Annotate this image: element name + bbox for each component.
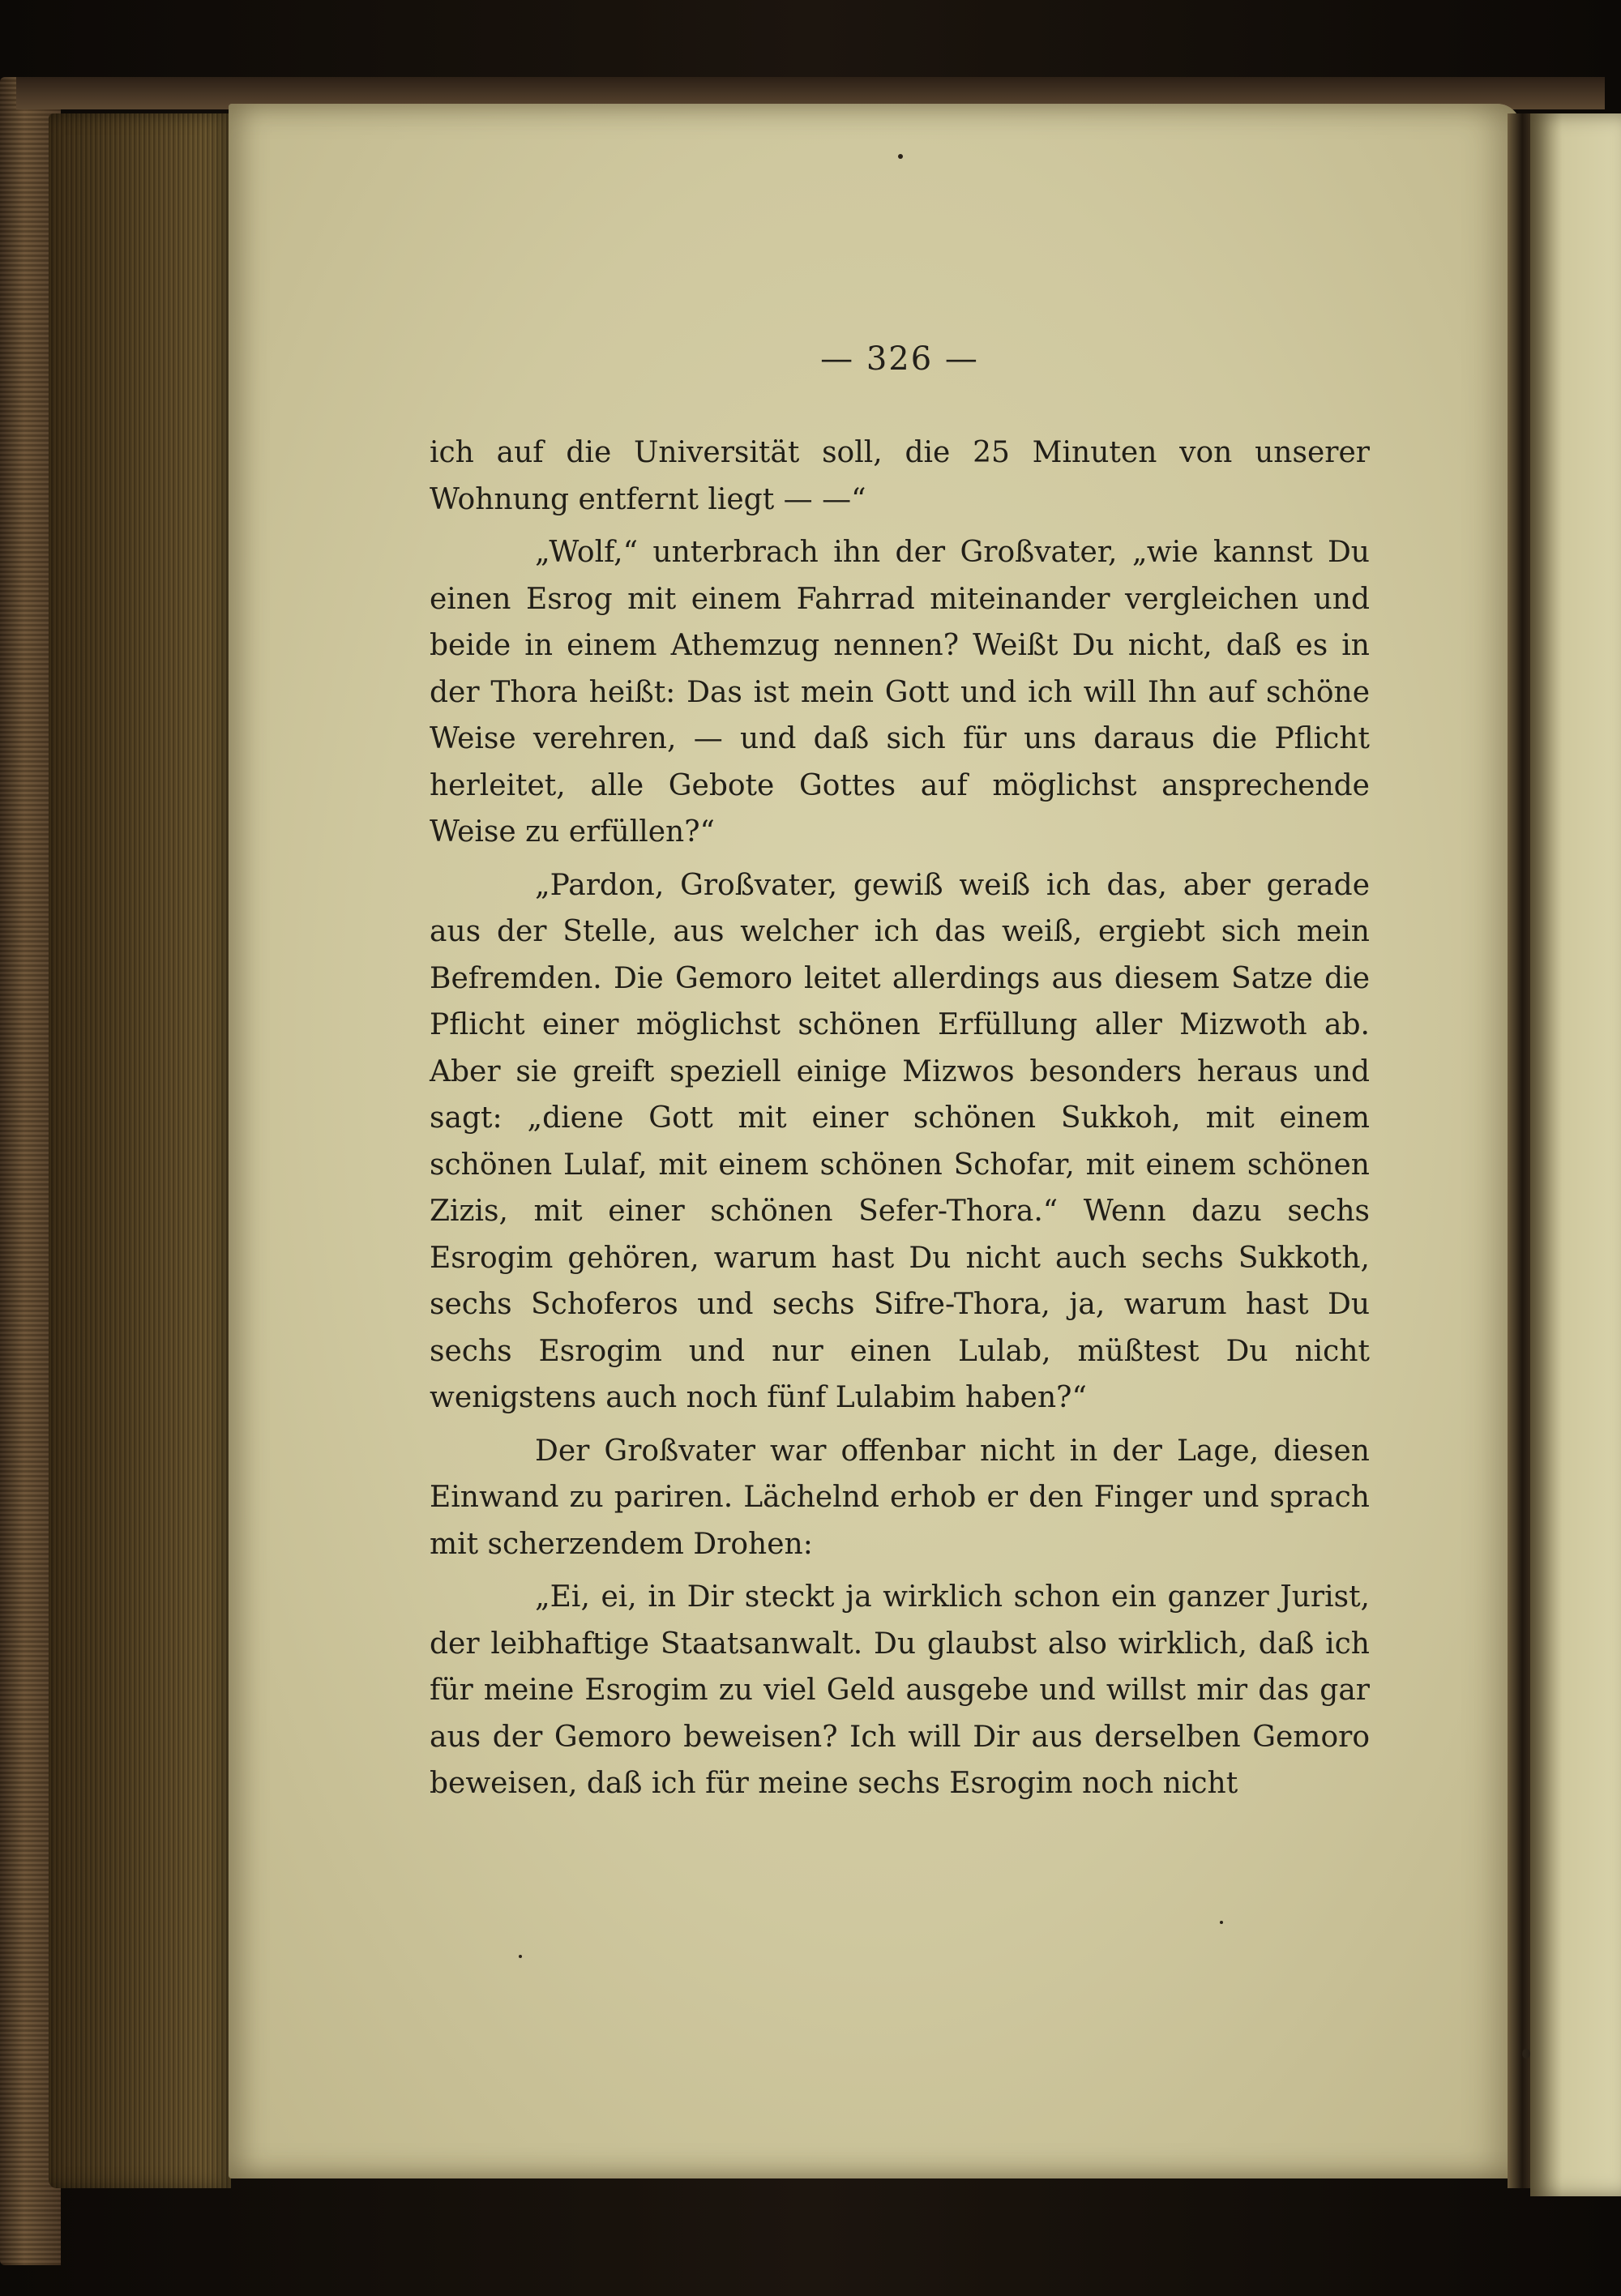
page-number: — 326 — (820, 340, 979, 378)
paper-speck (898, 154, 903, 159)
paper-speck (1522, 2049, 1530, 2059)
paper-speck (1220, 1921, 1223, 1924)
book-page-right-edge (1530, 113, 1621, 2196)
paragraph-4: Der Großvater war offenbar nicht in der Lage, diesen Einwand zu pariren. Lächelnd erhob er den Finger und sprach mit scherzendem Drohen: (430, 1434, 1370, 1561)
page-body (430, 430, 1370, 1814)
paragraph-1: ich auf die Universität soll, die 25 Minuten von unserer Wohnung entfernt liegt — —“ (430, 436, 1370, 516)
page-block-edges (49, 113, 231, 2188)
paragraph-3: „Pardon, Großvater, gewiß weiß ich das, aber gerade aus der Stelle, aus welcher ich das weiß, ergiebt sich mein Befremden. Die Gemoro leitet allerdings aus diesem Satze die Pflicht einer möglichst schönen Erfüllung aller Mizwoth ab. Aber sie greift speziell einige Mizwos besonders heraus und sagt: „diene Gott mit einer schönen Sukkoh, mit einem schönen Lulaf, mit einem schönen Schofar, mit einem schönen Zizis, mit einer schönen Sefer-Thora.“ Wenn dazu sechs Esrogim gehören, warum hast Du nicht auch sechs Sukkoth, sechs Schoferos und sechs Sifre-Thora, ja, warum hast Du sechs Esrogim und nur einen Lulab, müßtest Du nicht wenigstens auch noch fünf Lulabim haben?“ (430, 868, 1370, 1414)
book-gutter (1508, 113, 1532, 2188)
paper-speck (519, 1955, 522, 1958)
paragraph-5: „Ei, ei, in Dir steckt ja wirklich schon ein ganzer Jurist, der leibhaftige Staatsanwalt. Du glaubst also wirklich, daß ich für meine Esrogim zu viel Geld ausgebe und willst mir das gar aus der Gemoro beweisen? Ich will Dir aus derselben Gemoro beweisen, daß ich für meine sechs Esrogim noch nicht (430, 1580, 1370, 1800)
paragraph-2: „Wolf,“ unterbrach ihn der Großvater, „wie kannst Du einen Esrog mit einem Fahrrad miteinander vergleichen und beide in einem Athemzug nennen? Weißt Du nicht, daß es in der Thora heißt: Das ist mein Gott und ich will Ihn auf schöne Weise verehren, — und daß sich für uns daraus die Pflicht herleitet, alle Gebote Gottes auf möglichst ansprechende Weise zu erfüllen?“ (430, 536, 1370, 849)
